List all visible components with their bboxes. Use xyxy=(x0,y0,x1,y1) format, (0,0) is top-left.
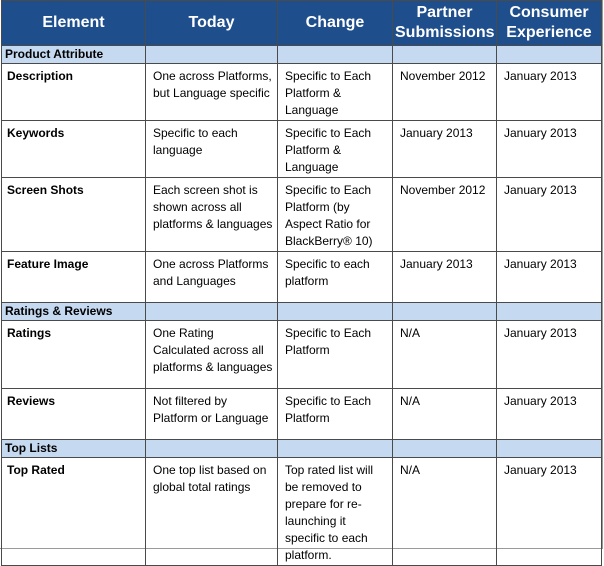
cell-partner: January 2013 xyxy=(393,121,497,178)
cell-partner: N/A xyxy=(393,458,497,566)
cell-consumer: January 2013 xyxy=(497,121,602,178)
cell-consumer: January 2013 xyxy=(497,178,602,252)
header-consumer-experience: Consumer Experience xyxy=(497,1,602,46)
cell-today: Specific to each language xyxy=(146,121,278,178)
cell-change: Specific to Each Platform & Language xyxy=(278,121,393,178)
cell-partner: November 2012 xyxy=(393,64,497,121)
cell-consumer: January 2013 xyxy=(497,458,602,566)
cell-partner: N/A xyxy=(393,389,497,440)
cell-today: One Rating Calculated across all platforms & languages xyxy=(146,321,278,389)
group-title: Product Attribute xyxy=(2,46,146,64)
cell-today: One top list based on global total ratings xyxy=(146,458,278,566)
cell-element: Reviews xyxy=(2,389,146,440)
table-row xyxy=(2,321,602,389)
cell-element: Ratings xyxy=(2,321,146,389)
cell-change: Specific to Each Platform xyxy=(278,389,393,440)
header-element: Element xyxy=(2,1,146,46)
header-today: Today xyxy=(146,1,278,46)
cell-change: Specific to Each Platform (by Aspect Ratio for BlackBerry® 10) xyxy=(278,178,393,252)
cell-element: Feature Image xyxy=(2,252,146,303)
cell-today: Each screen shot is shown across all platforms & languages xyxy=(146,178,278,252)
cell-today: Not filtered by Platform or Language xyxy=(146,389,278,440)
cell-partner: January 2013 xyxy=(393,252,497,303)
header-row xyxy=(2,1,602,46)
release-schedule-table xyxy=(1,0,602,566)
cell-element: Description xyxy=(2,64,146,121)
group-title: Ratings & Reviews xyxy=(2,303,146,321)
cell-change: Specific to Each Platform xyxy=(278,321,393,389)
table-row xyxy=(2,64,602,121)
table-row xyxy=(2,121,602,178)
cell-change: Top rated list will be removed to prepare for re-launching it specific to each platform. xyxy=(278,458,393,566)
table-row xyxy=(2,458,602,566)
cell-today: One across Platforms, but Language specific xyxy=(146,64,278,121)
group-title: Top Lists xyxy=(2,440,146,458)
group-row-ratings-reviews xyxy=(2,303,602,321)
cell-element: Keywords xyxy=(2,121,146,178)
cell-element: Screen Shots xyxy=(2,178,146,252)
header-partner-submissions: Partner Submissions xyxy=(393,1,497,46)
cell-consumer: January 2013 xyxy=(497,389,602,440)
header-change: Change xyxy=(278,1,393,46)
group-row-top-lists xyxy=(2,440,602,458)
group-row-product-attribute xyxy=(2,46,602,64)
cell-change: Specific to each platform xyxy=(278,252,393,303)
cell-partner: N/A xyxy=(393,321,497,389)
cell-consumer: January 2013 xyxy=(497,252,602,303)
cell-today: One across Platforms and Languages xyxy=(146,252,278,303)
table-row xyxy=(2,252,602,303)
cell-consumer: January 2013 xyxy=(497,64,602,121)
cell-partner: November 2012 xyxy=(393,178,497,252)
cell-change: Specific to Each Platform & Language xyxy=(278,64,393,121)
cell-consumer: January 2013 xyxy=(497,321,602,389)
table-row xyxy=(2,178,602,252)
cell-element: Top Rated xyxy=(2,458,146,566)
table-row xyxy=(2,389,602,440)
